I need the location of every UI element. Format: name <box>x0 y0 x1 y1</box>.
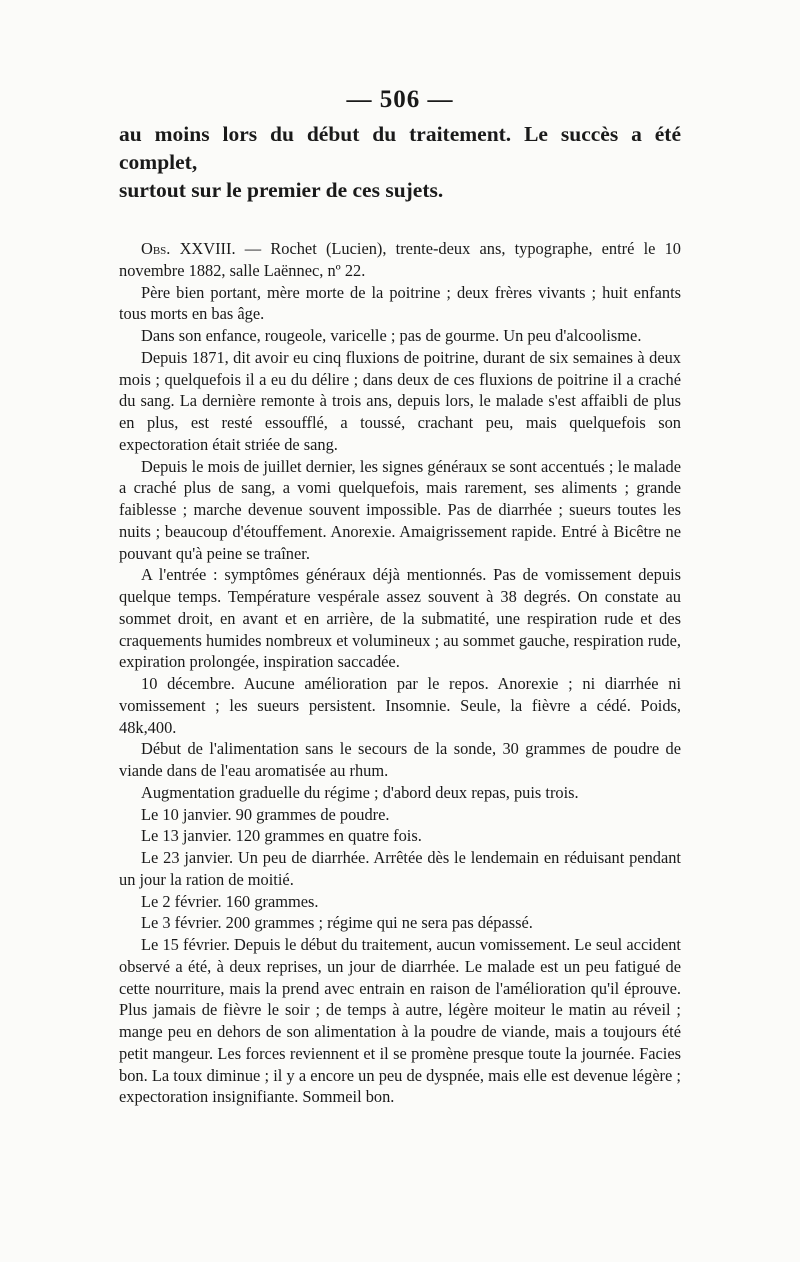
observation-label: Obs. XXVIII. <box>141 239 236 258</box>
text-block <box>119 120 681 1108</box>
observation-paragraph: Le 10 janvier. 90 grammes de poudre. <box>141 804 390 824</box>
observation-paragraph: Le 23 janvier. Un peu de diarrhée. Arrêtée dès le lendemain en réduisant pendant un jour la ration de moitié. <box>119 848 681 889</box>
page-number: — 506 — <box>346 86 454 113</box>
observation-paragraph: 10 décembre. Aucune amélioration par le repos. Anorexie ; ni diarrhée ni vomissement ; les sueurs persistent. Insomnie. Seule, la fièvre a cédé. Poids, 48k,400. <box>119 674 681 737</box>
lead-line: surtout sur le premier de ces sujets. <box>119 178 444 202</box>
observation-paragraph: Le 15 février. Depuis le début du traitement, aucun vomissement. Le seul accident observé a été, à deux reprises, un jour de diarrhée. Le malade est un peu fatigué de cette nourriture, mais la prend avec entrain en raison de l'amélioration qu'il éprouve. Plus jamais de fièvre le soir ; de temps à autre, légère moiteur le matin au réveil ; mange peu en dehors de son alimentation à la poudre de viande, mais a toujours été petit mangeur. Les forces reviennent et il se promène presque toute la journée. Facies bon. La toux diminue ; il y a encore un peu de dyspnée, mais elle est devenue légère ; expectoration insignifiante. Sommeil bon. <box>119 935 681 1107</box>
observation-paragraph: Depuis 1871, dit avoir eu cinq fluxions de poitrine, durant de six semaines à deux mois ; quelquefois il a eu du délire ; dans deux de ces fluxions de poitrine il a craché du sang. La dernière remonte à trois ans, depuis lors, le malade s'est affaibli de plus en plus, est resté essoufflé, a toussé, crachant peu, mais quelquefois son expectoration était striée de sang. <box>119 347 681 454</box>
observation-paragraph: Le 13 janvier. 120 grammes en quatre fois. <box>141 826 422 846</box>
observation-heading-text: — Rochet (Lucien), trente-deux ans, typographe, entré le 10 novembre 1882, salle Laënnec, nº 22. <box>119 239 681 280</box>
observation <box>119 238 681 1108</box>
observation-paragraph: Le 3 février. 200 grammes ; régime qui ne sera pas dépassé. <box>141 913 533 933</box>
observation-paragraph: Depuis le mois de juillet dernier, les signes généraux se sont accentués ; le malade a craché plus de sang, a vomi quelquefois, mais rarement, ses aliments ; grande faiblesse ; marche devenue souvent impossible. Pas de diarrhée ; sueurs toutes les nuits ; beaucoup d'étouffement. Anorexie. Amaigrissement rapide. Entré à Bicêtre ne pouvant qu'à peine se traîner. <box>119 456 681 563</box>
observation-paragraph: A l'entrée : symptômes généraux déjà mentionnés. Pas de vomissement depuis quelque temps. Température vespérale assez souvent à 38 degrés. On constate au sommet droit, en avant et en arrière, de la submatité, une respiration rude et des craquements humides nombreux et volumineux ; au sommet gauche, respiration rude, expiration prolongée, inspiration saccadée. <box>119 565 681 672</box>
observation-paragraph: Dans son enfance, rougeole, varicelle ; pas de gourme. Un peu d'alcoolisme. <box>141 326 642 345</box>
observation-heading <box>119 238 681 282</box>
observation-paragraph: Début de l'alimentation sans le secours de la sonde, 30 grammes de poudre de viande dans de l'eau aromatisée au rhum. <box>119 739 681 780</box>
observation-paragraph: Augmentation graduelle du régime ; d'abord deux repas, puis trois. <box>141 782 579 802</box>
observation-paragraph: Père bien portant, mère morte de la poitrine ; deux frères vivants ; huit enfants tous morts en bas âge. <box>119 282 681 324</box>
lead-line: au moins lors du début du traitement. Le succès a été complet, <box>119 122 681 174</box>
lead-paragraph <box>119 120 681 204</box>
observation-paragraph: Le 2 février. 160 grammes. <box>141 891 319 911</box>
